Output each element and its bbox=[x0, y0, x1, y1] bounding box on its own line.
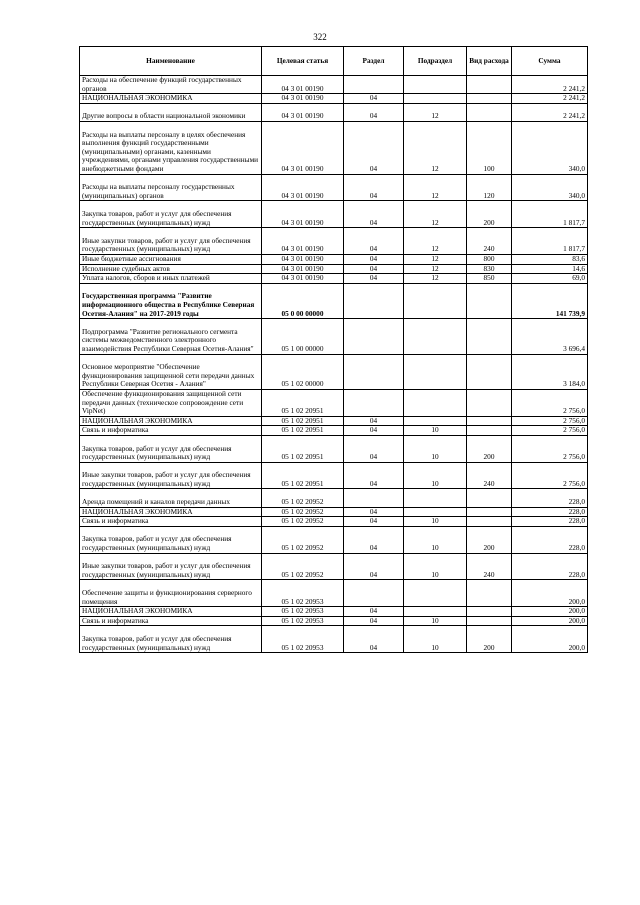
row-name: Расходы на обеспечение функций государственных органов bbox=[80, 76, 262, 94]
row-vid bbox=[467, 416, 512, 426]
row-name: Иные закупки товаров, работ и услуг для обеспечения государственных (муниципальных) нужд bbox=[80, 462, 262, 489]
row-podrazdel: 12 bbox=[404, 228, 467, 255]
row-razdel: 04 bbox=[344, 264, 404, 274]
table-row bbox=[80, 507, 588, 517]
row-razdel bbox=[344, 319, 404, 354]
row-podrazdel: 10 bbox=[404, 616, 467, 626]
row-sum: 200,0 bbox=[512, 580, 588, 607]
table-row bbox=[80, 94, 588, 104]
row-name: Связь и информатика bbox=[80, 426, 262, 436]
row-name: Аренда помещений и каналов передачи данных bbox=[80, 489, 262, 507]
row-razdel: 04 bbox=[344, 607, 404, 617]
row-code: 04 3 01 00190 bbox=[262, 103, 344, 121]
row-sum: 2 241,2 bbox=[512, 103, 588, 121]
row-vid bbox=[467, 389, 512, 416]
row-name: Закупка товаров, работ и услуг для обеспечения государственных (муниципальных) нужд bbox=[80, 201, 262, 228]
row-sum: 2 756,0 bbox=[512, 389, 588, 416]
page-number: 322 bbox=[313, 32, 327, 42]
table-row bbox=[80, 174, 588, 201]
row-razdel: 04 bbox=[344, 553, 404, 580]
row-razdel: 04 bbox=[344, 435, 404, 462]
row-podrazdel: 10 bbox=[404, 462, 467, 489]
row-code: 05 1 02 20952 bbox=[262, 526, 344, 553]
row-vid bbox=[467, 517, 512, 527]
row-name: Основное мероприятие "Обеспечение функционирования защищенной сети передачи данных Республики Северная Осетия - Алания" bbox=[80, 354, 262, 389]
row-sum: 2 756,0 bbox=[512, 416, 588, 426]
row-code: 04 3 01 00190 bbox=[262, 254, 344, 264]
row-vid: 200 bbox=[467, 435, 512, 462]
row-sum: 228,0 bbox=[512, 553, 588, 580]
row-razdel bbox=[344, 580, 404, 607]
row-podrazdel: 12 bbox=[404, 174, 467, 201]
header-vid: Вид расхода bbox=[467, 47, 512, 76]
row-code: 04 3 01 00190 bbox=[262, 228, 344, 255]
row-podrazdel bbox=[404, 76, 467, 94]
row-sum: 228,0 bbox=[512, 507, 588, 517]
row-vid bbox=[467, 103, 512, 121]
row-podrazdel: 12 bbox=[404, 201, 467, 228]
row-sum: 14,6 bbox=[512, 264, 588, 274]
row-vid bbox=[467, 507, 512, 517]
row-vid bbox=[467, 580, 512, 607]
row-razdel bbox=[344, 283, 404, 318]
row-vid bbox=[467, 319, 512, 354]
row-razdel: 04 bbox=[344, 462, 404, 489]
row-code: 05 1 02 20953 bbox=[262, 616, 344, 626]
row-code: 05 1 02 20952 bbox=[262, 507, 344, 517]
row-name: Связь и информатика bbox=[80, 616, 262, 626]
row-vid bbox=[467, 94, 512, 104]
row-razdel bbox=[344, 489, 404, 507]
row-sum: 2 756,0 bbox=[512, 426, 588, 436]
row-razdel: 04 bbox=[344, 526, 404, 553]
row-podrazdel: 10 bbox=[404, 553, 467, 580]
table-row bbox=[80, 607, 588, 617]
row-vid bbox=[467, 489, 512, 507]
row-name: Уплата налогов, сборов и иных платежей bbox=[80, 274, 262, 284]
row-razdel: 04 bbox=[344, 416, 404, 426]
row-razdel bbox=[344, 389, 404, 416]
row-razdel: 04 bbox=[344, 103, 404, 121]
row-name: НАЦИОНАЛЬНАЯ ЭКОНОМИКА bbox=[80, 507, 262, 517]
row-podrazdel bbox=[404, 354, 467, 389]
table-row bbox=[80, 462, 588, 489]
table-row bbox=[80, 354, 588, 389]
table-row bbox=[80, 264, 588, 274]
table-row bbox=[80, 416, 588, 426]
header-podrazdel: Подраздел bbox=[404, 47, 467, 76]
row-code: 05 1 00 00000 bbox=[262, 319, 344, 354]
table-row bbox=[80, 389, 588, 416]
row-vid bbox=[467, 354, 512, 389]
row-vid: 800 bbox=[467, 254, 512, 264]
row-code: 05 1 02 20951 bbox=[262, 426, 344, 436]
table-row bbox=[80, 626, 588, 653]
table-row bbox=[80, 201, 588, 228]
row-vid: 240 bbox=[467, 553, 512, 580]
row-vid bbox=[467, 283, 512, 318]
row-code: 04 3 01 00190 bbox=[262, 121, 344, 174]
row-code: 05 1 02 20952 bbox=[262, 489, 344, 507]
row-name: Государственная программа "Развитие информационного общества в Республике Северная Осетия-Алания" на 2017-2019 годы bbox=[80, 283, 262, 318]
table-row bbox=[80, 103, 588, 121]
row-vid: 100 bbox=[467, 121, 512, 174]
row-podrazdel: 10 bbox=[404, 435, 467, 462]
row-sum: 83,6 bbox=[512, 254, 588, 264]
row-vid: 120 bbox=[467, 174, 512, 201]
table-row bbox=[80, 121, 588, 174]
row-podrazdel bbox=[404, 489, 467, 507]
table-row bbox=[80, 76, 588, 94]
row-podrazdel: 10 bbox=[404, 626, 467, 653]
row-sum: 3 184,0 bbox=[512, 354, 588, 389]
row-name: Закупка товаров, работ и услуг для обеспечения государственных (муниципальных) нужд bbox=[80, 526, 262, 553]
header-sum: Сумма bbox=[512, 47, 588, 76]
header-row bbox=[80, 47, 588, 76]
row-sum: 2 756,0 bbox=[512, 462, 588, 489]
row-sum: 1 817,7 bbox=[512, 228, 588, 255]
row-sum: 1 817,7 bbox=[512, 201, 588, 228]
row-name: Расходы на выплаты персоналу в целях обеспечения выполнения функций государственными (муниципальными) органами, казенными учреждениями, органами управления государственными внебюджетными фондами bbox=[80, 121, 262, 174]
row-razdel: 04 bbox=[344, 626, 404, 653]
row-name: Связь и информатика bbox=[80, 517, 262, 527]
row-code: 04 3 01 00190 bbox=[262, 264, 344, 274]
table-row bbox=[80, 616, 588, 626]
row-razdel: 04 bbox=[344, 426, 404, 436]
row-vid bbox=[467, 616, 512, 626]
row-name: НАЦИОНАЛЬНАЯ ЭКОНОМИКА bbox=[80, 416, 262, 426]
table-row bbox=[80, 426, 588, 436]
row-code: 05 1 02 20953 bbox=[262, 607, 344, 617]
row-razdel: 04 bbox=[344, 616, 404, 626]
row-code: 05 0 00 00000 bbox=[262, 283, 344, 318]
row-name: Расходы на выплаты персоналу государственных (муниципальных) органов bbox=[80, 174, 262, 201]
row-razdel: 04 bbox=[344, 274, 404, 284]
row-razdel: 04 bbox=[344, 94, 404, 104]
row-sum: 200,0 bbox=[512, 626, 588, 653]
row-vid: 850 bbox=[467, 274, 512, 284]
table-body bbox=[80, 76, 588, 653]
row-sum: 340,0 bbox=[512, 121, 588, 174]
row-podrazdel bbox=[404, 94, 467, 104]
row-razdel: 04 bbox=[344, 121, 404, 174]
table-row bbox=[80, 283, 588, 318]
row-vid bbox=[467, 76, 512, 94]
table-row bbox=[80, 580, 588, 607]
row-name: Закупка товаров, работ и услуг для обеспечения государственных (муниципальных) нужд bbox=[80, 435, 262, 462]
row-podrazdel bbox=[404, 580, 467, 607]
row-code: 04 3 01 00190 bbox=[262, 94, 344, 104]
row-podrazdel bbox=[404, 389, 467, 416]
table-row bbox=[80, 553, 588, 580]
row-podrazdel: 12 bbox=[404, 274, 467, 284]
row-name: Подпрограмма "Развитие регионального сегмента системы межведомственного электронного взаимодействия Республики Северная Осетия-Алания" bbox=[80, 319, 262, 354]
row-sum: 3 696,4 bbox=[512, 319, 588, 354]
row-vid bbox=[467, 607, 512, 617]
row-code: 05 1 02 20951 bbox=[262, 416, 344, 426]
row-podrazdel bbox=[404, 416, 467, 426]
header-name: Наименование bbox=[80, 47, 262, 76]
row-vid bbox=[467, 426, 512, 436]
row-code: 05 1 02 20953 bbox=[262, 580, 344, 607]
row-vid: 830 bbox=[467, 264, 512, 274]
row-sum: 69,0 bbox=[512, 274, 588, 284]
row-code: 05 1 02 20952 bbox=[262, 517, 344, 527]
row-razdel bbox=[344, 76, 404, 94]
row-podrazdel: 12 bbox=[404, 254, 467, 264]
row-vid: 240 bbox=[467, 228, 512, 255]
row-name: Иные закупки товаров, работ и услуг для обеспечения государственных (муниципальных) нужд bbox=[80, 228, 262, 255]
row-name: Другие вопросы в области национальной экономики bbox=[80, 103, 262, 121]
row-razdel: 04 bbox=[344, 228, 404, 255]
row-code: 05 1 02 20951 bbox=[262, 389, 344, 416]
row-name: Иные бюджетные ассигнования bbox=[80, 254, 262, 264]
row-sum: 228,0 bbox=[512, 526, 588, 553]
row-podrazdel bbox=[404, 319, 467, 354]
row-podrazdel: 12 bbox=[404, 103, 467, 121]
row-razdel: 04 bbox=[344, 201, 404, 228]
row-code: 05 1 02 20953 bbox=[262, 626, 344, 653]
row-vid: 200 bbox=[467, 626, 512, 653]
row-name: Иные закупки товаров, работ и услуг для обеспечения государственных (муниципальных) нужд bbox=[80, 553, 262, 580]
row-podrazdel: 10 bbox=[404, 517, 467, 527]
row-podrazdel bbox=[404, 507, 467, 517]
row-name: Закупка товаров, работ и услуг для обеспечения государственных (муниципальных) нужд bbox=[80, 626, 262, 653]
row-name: НАЦИОНАЛЬНАЯ ЭКОНОМИКА bbox=[80, 94, 262, 104]
header-code: Целевая статья bbox=[262, 47, 344, 76]
row-vid: 240 bbox=[467, 462, 512, 489]
row-name: НАЦИОНАЛЬНАЯ ЭКОНОМИКА bbox=[80, 607, 262, 617]
table-row bbox=[80, 274, 588, 284]
row-razdel: 04 bbox=[344, 254, 404, 264]
table-row bbox=[80, 517, 588, 527]
row-sum: 2 756,0 bbox=[512, 435, 588, 462]
row-code: 05 1 02 20952 bbox=[262, 553, 344, 580]
row-podrazdel: 12 bbox=[404, 264, 467, 274]
row-razdel: 04 bbox=[344, 517, 404, 527]
row-sum: 200,0 bbox=[512, 616, 588, 626]
row-sum: 228,0 bbox=[512, 489, 588, 507]
table-row bbox=[80, 228, 588, 255]
row-sum: 340,0 bbox=[512, 174, 588, 201]
table-row bbox=[80, 526, 588, 553]
row-sum: 228,0 bbox=[512, 517, 588, 527]
row-code: 05 1 02 00000 bbox=[262, 354, 344, 389]
row-code: 04 3 01 00190 bbox=[262, 201, 344, 228]
row-podrazdel bbox=[404, 283, 467, 318]
row-podrazdel bbox=[404, 607, 467, 617]
row-sum: 200,0 bbox=[512, 607, 588, 617]
table-row bbox=[80, 319, 588, 354]
row-podrazdel: 12 bbox=[404, 121, 467, 174]
row-sum: 141 739,9 bbox=[512, 283, 588, 318]
row-podrazdel: 10 bbox=[404, 426, 467, 436]
row-podrazdel: 10 bbox=[404, 526, 467, 553]
table-row bbox=[80, 489, 588, 507]
row-code: 05 1 02 20951 bbox=[262, 462, 344, 489]
row-razdel bbox=[344, 354, 404, 389]
row-razdel: 04 bbox=[344, 174, 404, 201]
row-code: 05 1 02 20951 bbox=[262, 435, 344, 462]
row-razdel: 04 bbox=[344, 507, 404, 517]
row-vid: 200 bbox=[467, 201, 512, 228]
budget-table bbox=[79, 46, 588, 653]
row-name: Обеспечение защиты и функционирования серверного помещения bbox=[80, 580, 262, 607]
table-row bbox=[80, 254, 588, 264]
row-code: 04 3 01 00190 bbox=[262, 76, 344, 94]
table-row bbox=[80, 435, 588, 462]
row-vid: 200 bbox=[467, 526, 512, 553]
row-code: 04 3 01 00190 bbox=[262, 174, 344, 201]
row-sum: 2 241,2 bbox=[512, 94, 588, 104]
row-name: Исполнение судебных актов bbox=[80, 264, 262, 274]
row-name: Обеспечение функционирования защищенной сети передачи данных (техническое сопровождение сети VipNet) bbox=[80, 389, 262, 416]
row-sum: 2 241,2 bbox=[512, 76, 588, 94]
header-razdel: Раздел bbox=[344, 47, 404, 76]
row-code: 04 3 01 00190 bbox=[262, 274, 344, 284]
